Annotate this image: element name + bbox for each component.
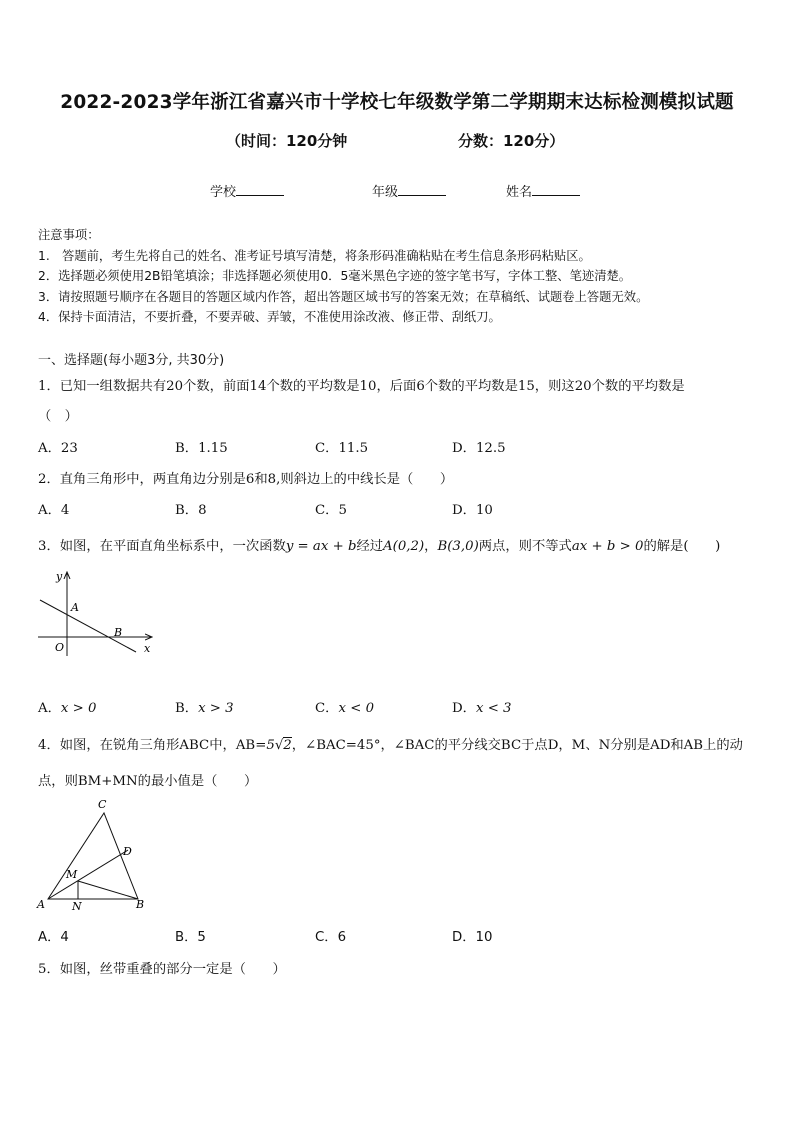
point-b-label: B (114, 626, 123, 639)
q3-text-part: 经过 (356, 539, 384, 554)
q4-figure (36, 796, 152, 914)
q4-option-b: B．5 (175, 930, 206, 945)
q4-radical: 5√2 (266, 738, 292, 753)
notice-item: 4．保持卡面清洁，不要折叠，不要弄破、弄皱，不准使用涂改液、修正带、刮纸刀。 (38, 310, 501, 324)
q3-text-part: ， (424, 539, 438, 554)
q5-text: 5．如图，丝带重叠的部分一定是（ ） (38, 962, 286, 977)
option-math: x > 0 (60, 701, 97, 716)
q1-option-a: A．23 (38, 441, 78, 456)
y-axis-label: y (56, 570, 63, 583)
name-field (506, 181, 580, 200)
exam-score: 分数：120分） (458, 132, 565, 150)
q2-text: 2．直角三角形中，两直角边分别是6和8,则斜边上的中线长是（ ） (38, 472, 454, 487)
segment-bm (78, 881, 138, 899)
bisector-ad (48, 850, 128, 899)
q1-paren: （ ） (38, 409, 78, 424)
q1-option-b: B．1.15 (175, 441, 228, 456)
q4-option-a: A．4 (38, 930, 69, 945)
option-label: B． (175, 701, 199, 716)
q3-text-part: 3．如图，在平面直角坐标系中，一次函数 (38, 539, 286, 554)
school-blank (236, 183, 284, 196)
option-math: x < 3 (475, 701, 512, 716)
point-n-label: N (72, 900, 82, 913)
q3-option-d (452, 697, 512, 716)
notice-item: 3．请按照题号顺序在各题目的答题区域内作答，超出答题区域书写的答案无效；在草稿纸、试题卷上答题无效。 (38, 290, 649, 304)
option-math: x > 3 (198, 701, 234, 716)
point-c-label: C (98, 798, 107, 811)
q3-point-a: A(0,2) (383, 539, 425, 554)
q2-option-c: C．5 (315, 503, 347, 518)
point-b-label: B (136, 898, 145, 911)
grade-blank (398, 183, 446, 196)
grade-label: 年级 (372, 185, 399, 200)
point-d-label: D (123, 845, 132, 858)
q4-text-part: 4．如图，在锐角三角形ABC中，AB= (38, 738, 267, 753)
school-field (210, 181, 284, 200)
q4-text-part: ，∠BAC=45°，∠BAC的平分线交BC于点D，M、N分别是AD和AB上的动 (291, 738, 743, 753)
notice-item: 1. 答题前，考生先将自己的姓名、准考证号填写清楚，将条形码准确粘贴在考生信息条形码粘贴区。 (38, 249, 591, 263)
notice-item: 2．选择题必须使用2B铅笔填涂；非选择题必须使用0．5毫米黑色字迹的签字笔书写，字体工整、笔迹清楚。 (38, 269, 632, 283)
point-a-label: A (37, 898, 45, 911)
q3-text (38, 535, 720, 554)
q3-figure (36, 566, 160, 660)
q1-option-d: D．12.5 (452, 441, 506, 456)
q4-option-d: D．10 (452, 930, 493, 945)
option-label: A． (38, 701, 61, 716)
x-axis-label: x (144, 642, 151, 655)
name-label: 姓名 (506, 185, 533, 200)
q1-option-c: C．11.5 (315, 441, 369, 456)
exam-time: （时间：120分钟 (226, 132, 348, 150)
exam-title: 2022-2023学年浙江省嘉兴市十学校七年级数学第二学期期末达标检测模拟试题 (60, 92, 734, 113)
option-label: C． (315, 701, 339, 716)
q2-option-d: D．10 (452, 503, 493, 518)
q3-text-part: 的解是( ) (643, 539, 721, 554)
q4-text (38, 734, 743, 753)
q3-inequality: ax + b > 0 (571, 539, 644, 554)
q3-point-b: B(3,0) (437, 539, 479, 554)
point-m-label: M (66, 868, 78, 881)
origin-label: O (55, 641, 65, 654)
q3-option-b (175, 697, 234, 716)
radicand: 2 (283, 738, 292, 753)
name-blank (532, 183, 580, 196)
notice-heading: 注意事项： (38, 228, 100, 242)
q2-option-a: A．4 (38, 503, 70, 518)
q3-option-a (38, 697, 96, 716)
q1-text: 1．已知一组数据共有20个数，前面14个数的平均数是10，后面6个数的平均数是15，则这20个数的平均数是 (38, 379, 685, 394)
q3-option-c (315, 697, 374, 716)
grade-field (372, 181, 446, 200)
q4-text-line2: 点，则BM+MN的最小值是（ ） (38, 774, 258, 789)
radical-coef: 5 (266, 738, 275, 753)
option-math: x < 0 (338, 701, 375, 716)
school-label: 学校 (210, 185, 237, 200)
point-a-label: A (71, 601, 79, 614)
q3-formula: y = ax + b (285, 539, 357, 554)
q2-option-b: B．8 (175, 503, 207, 518)
section-heading: 一、选择题(每小题3分, 共30分) (38, 353, 225, 368)
q3-text-part: 两点，则不等式 (478, 539, 572, 554)
q4-option-c: C．6 (315, 930, 347, 945)
option-label: D． (452, 701, 476, 716)
